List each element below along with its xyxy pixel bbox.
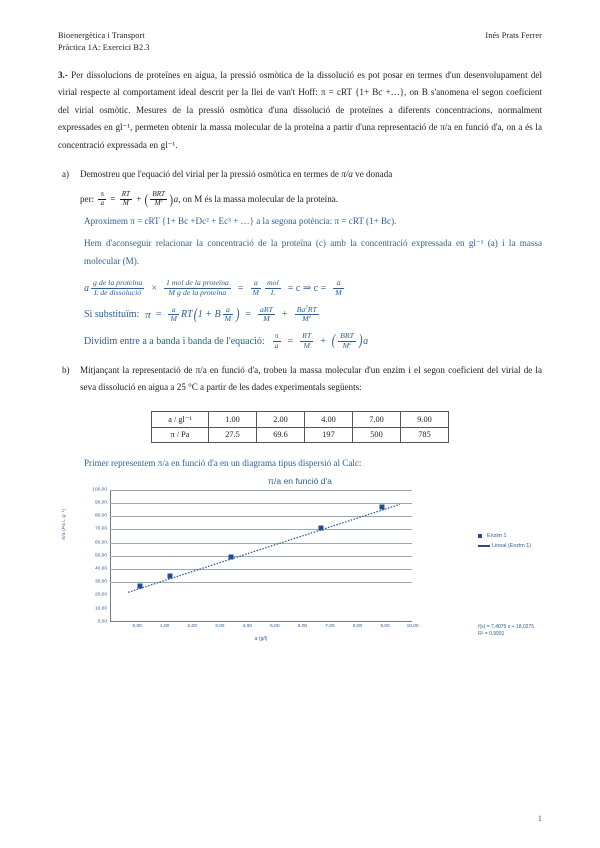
x-tick-label: 6,00 xyxy=(297,623,308,629)
y-tick-label: 90,00 xyxy=(94,500,107,506)
frac-mol-per-mg: $\frac{\text{1 mol de la proteïna}}{\text{M g de la proteïna}}$ xyxy=(165,278,229,297)
chart-y-ticks xyxy=(72,487,108,625)
cell-pi-2: 197 xyxy=(305,427,353,442)
subst-paren-close: ) xyxy=(235,305,240,323)
chart-x-ticks xyxy=(98,624,424,636)
y-tick-label: 0,00 xyxy=(97,619,107,625)
data-table-wrapper xyxy=(58,411,542,443)
frac-rt-over-m: $\frac{RT}{M}$ xyxy=(121,190,130,207)
subst-paren-open: ( xyxy=(193,305,198,323)
trend-r-squared: R² = 0,9991 xyxy=(478,631,505,638)
header-left xyxy=(58,30,150,54)
cell-pi-3: 500 xyxy=(353,427,401,442)
cell-a-0: 1.00 xyxy=(209,411,257,427)
part-a-eq-lead: per: xyxy=(80,193,95,204)
chart-lead-text: Primer representem π/a en funció d'a en un diagrama tipus dispersió al Calc: xyxy=(84,457,362,468)
frac-art-over-m: $\frac{\text{aRT}}{M}$ xyxy=(259,304,273,324)
y-tick-label: 20,00 xyxy=(94,592,107,598)
y-tick-label: 100,00 xyxy=(92,487,107,493)
chart-trendline-annotation xyxy=(478,624,534,639)
x-tick-label: 10,00 xyxy=(406,623,419,629)
data-point xyxy=(168,573,173,578)
x-tick-label: 9,00 xyxy=(380,623,390,629)
frac-a-over-m-4: $\frac{a}{M}$ xyxy=(224,304,232,324)
page-header xyxy=(58,30,542,54)
row-label-a: a / gl⁻¹ xyxy=(152,411,209,427)
equation-division: Dividim entre a a banda i banda de l'equació: $\frac{\pi}{a}$ = $\frac{RT}{M}$ + ( $\frac{\text{BRT}}{M^2}$ ) a xyxy=(84,331,369,350)
experimental-data-table xyxy=(151,411,449,443)
chart-plot-area xyxy=(58,487,542,642)
x-tick-label: 3,00 xyxy=(215,623,225,629)
frac-a-over-m-2: $\frac{a}{M}$ xyxy=(335,278,342,297)
paren-open: ( xyxy=(144,191,148,208)
y-tick-label: 80,00 xyxy=(94,513,107,519)
problem-intro-text: Per dissolucions de proteïnes en aigua, la pressió osmòtica de la dissolució es pot posar en termes d'un desenvolupament del virial respecte al comportament ideal descrit per la llei de van't Hoff: π = cRT {1+ Bc +…}, on B s'anomena el segon coeficient del virial osmòtic. Mesures de la pressió osmòtica d'una dissolució de proteïnes a diferents concentracions, normalment expressades en gl⁻¹, permeten obtenir la massa molecular de la proteïna a partir d'una representació de π/a en funció d'a, on a és la concentració expressada en gl⁻¹. xyxy=(58,69,542,150)
subst-lead: Si substituïm: xyxy=(84,309,140,321)
equation-conversion xyxy=(84,279,542,297)
part-a-statement-pre: Demostreu que l'equació del virial per la pressió osmòtica en termes de xyxy=(80,169,342,180)
part-b xyxy=(58,362,542,397)
div-lead: Dividim entre a a banda i banda de l'equació: xyxy=(84,335,265,347)
cell-a-4: 9.00 xyxy=(401,411,449,427)
div-paren-open: ( xyxy=(331,332,336,350)
legend-item-trend xyxy=(478,543,531,549)
x-tick-label: 1,00 xyxy=(159,623,170,629)
frac-g-per-l: $\frac{\text{g de la proteïna}}{\text{L de dissolució}}$ xyxy=(93,278,143,297)
y-tick-label: 50,00 xyxy=(94,553,107,559)
cell-pi-4: 785 xyxy=(401,427,449,442)
trend-equation: f(x) = 7,4075 x + 18,0275 xyxy=(478,623,534,630)
cell-pi-1: 69.6 xyxy=(257,427,305,442)
author-name: Inés Prats Ferrer xyxy=(485,31,542,40)
frac-brt-over-m2-2: $\frac{\text{BRT}}{M^2}$ xyxy=(340,331,354,350)
table-row xyxy=(152,411,449,427)
practice-title: Pràctica 1A: Exercici B2.3 xyxy=(58,42,150,52)
chart-gridlines xyxy=(110,490,412,622)
frac-pi-over-a: $\frac{\pi}{a}$ xyxy=(100,190,104,207)
part-a-body xyxy=(80,166,542,208)
equals-1: = xyxy=(237,282,244,294)
cell-a-2: 4.00 xyxy=(305,411,353,427)
course-title: Bioenergètica i Transport xyxy=(58,31,145,40)
y-tick-label: 10,00 xyxy=(94,606,107,612)
chart-legend xyxy=(477,532,532,554)
x-tick-label: 8,00 xyxy=(352,623,363,629)
part-a-statement-var: π/a xyxy=(341,169,353,180)
chart-title: π/a en funció d'a xyxy=(268,475,332,486)
x-tick-label: 2,00 xyxy=(187,623,197,629)
legend-series-label: Enzim 1 xyxy=(487,532,507,539)
part-a-equation-row: per: $\frac{\pi}{a}$ = $\frac{RT}{M}$ + ( $\frac{\text{BRT}}{M^2}$ )a, on M és la massa molecular de la proteïna. xyxy=(80,190,339,208)
x-tick-label: 0,00 xyxy=(132,623,142,629)
x-tick-label: 7,00 xyxy=(325,623,335,629)
div-paren-close: ) xyxy=(358,332,363,350)
row-label-pi: π / Pa xyxy=(152,427,209,442)
data-point xyxy=(138,583,143,588)
equals-c-implies: = c ⇒ c = xyxy=(287,282,327,294)
cell-a-1: 2.00 xyxy=(257,411,305,427)
frac-a-over-m-1: $\frac{a}{M}$ xyxy=(252,278,260,297)
trendline xyxy=(110,490,412,622)
data-point xyxy=(228,554,233,559)
times-symbol: × xyxy=(151,282,157,294)
equation-substitution: Si substituïm: π = $\frac{a}{M}$ RT ( 1 + B $\frac{a}{M}$ ) = $\frac{\text{aRT}}{M}$ + $\frac{Ba^2RT}{M^2}$ xyxy=(84,304,317,324)
part-b-statement: Mitjançant la representació de π/a en funció d'a, trobeu la massa molecular d'un enzim i el segon coeficient del virial de la seva dissolució en aigua a 25 °C a partir de les dades experimentals següents: xyxy=(80,364,542,393)
legend-marker-icon xyxy=(478,534,482,538)
frac-a-over-m-3: $\frac{a}{M}$ xyxy=(170,304,177,324)
answer-line-2: Hem d'aconseguir relacionar la concentració de la proteïna (c) amb la concentració expressada en gl⁻¹ (a) i la massa molecular (M). xyxy=(84,237,542,266)
y-tick-label: 30,00 xyxy=(94,579,107,585)
frac-rt-over-m-2: $\frac{RT}{M}$ xyxy=(302,331,312,350)
scatter-chart xyxy=(58,476,542,676)
frac-brt-over-m2: $\frac{\text{BRT}}{M^2}$ xyxy=(152,190,165,207)
y-tick-label: 70,00 xyxy=(94,526,107,532)
cell-a-3: 7.00 xyxy=(353,411,401,427)
data-point xyxy=(379,504,384,509)
y-tick-label: 60,00 xyxy=(94,540,107,546)
data-point xyxy=(319,525,324,530)
part-a-eq-tail: , on M és la massa molecular de la proteïna. xyxy=(178,193,339,204)
legend-line-icon xyxy=(478,545,490,547)
page-number: 1 xyxy=(537,813,542,823)
part-a-statement-post: ve donada xyxy=(352,169,393,180)
part-a-answer xyxy=(84,213,542,270)
y-tick-label: 40,00 xyxy=(94,566,107,572)
paren-close: ) xyxy=(169,191,174,208)
table-row xyxy=(152,427,449,442)
conv-lead: a xyxy=(84,282,89,294)
frac-pi-over-a-2: $\frac{\pi}{a}$ xyxy=(274,331,279,350)
frac-mol-over-l: $\frac{\text{mol}}{L}$ xyxy=(267,278,279,297)
problem-number: 3.- xyxy=(58,69,68,80)
x-tick-label: 4,00 xyxy=(242,623,252,629)
cell-pi-0: 27.5 xyxy=(209,427,257,442)
answer-line-1: Aproximem π = cRT {1+ Bc +Dc² + Ec³ + …} a la segona potència: π = cRT (1+ Bc). xyxy=(84,216,397,227)
part-b-mark: b) xyxy=(62,364,70,375)
chart-y-axis-label: π/a (Pa L g⁻¹) xyxy=(61,508,66,540)
part-a-mark: a) xyxy=(62,169,70,180)
problem-intro xyxy=(58,67,542,154)
part-a xyxy=(58,166,542,208)
frac-ba2rt-over-m2: $\frac{Ba^2RT}{M^2}$ xyxy=(296,304,317,324)
chart-x-axis-label: a (g/l) xyxy=(254,635,268,642)
legend-trend-label: Lineal (Enzim 1) xyxy=(492,542,531,549)
x-tick-label: 5,00 xyxy=(270,623,280,629)
legend-item-series xyxy=(478,533,531,539)
